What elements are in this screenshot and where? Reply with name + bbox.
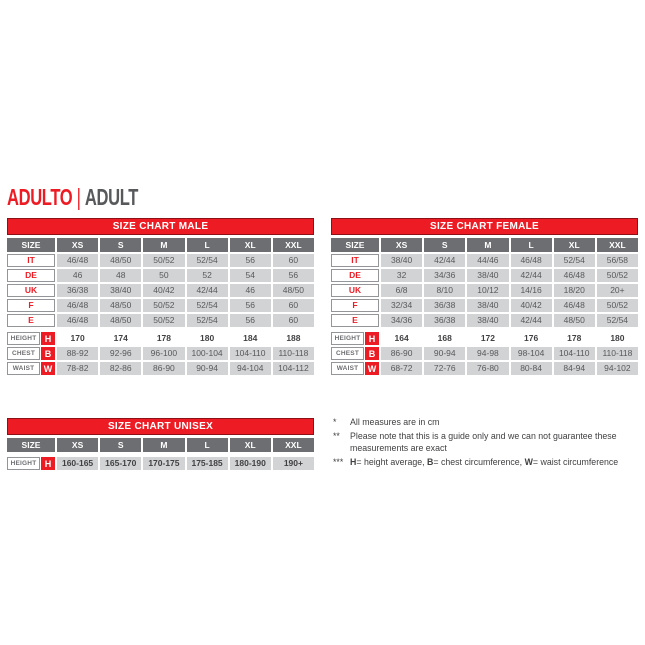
size-row-label: UK: [7, 284, 55, 297]
page-title-secondary: ADULT: [84, 184, 138, 210]
size-cell: 48: [100, 269, 141, 282]
column-header: M: [143, 238, 184, 252]
measure-letter-badge: H: [41, 457, 55, 470]
measure-cell: 175-185: [187, 457, 228, 470]
measure-cell: 72-76: [424, 362, 465, 375]
measure-cell: 86-90: [143, 362, 184, 375]
measure-letter-badge: W: [365, 362, 379, 375]
size-cell: 56: [230, 314, 271, 327]
column-header: XXL: [273, 438, 314, 452]
size-cell: 52/54: [554, 254, 595, 267]
measure-cell: 104-110: [230, 347, 271, 360]
measure-cell: 92-96: [100, 347, 141, 360]
size-column-header: SIZE: [331, 238, 379, 252]
size-cell: 38/40: [467, 299, 508, 312]
column-header: M: [143, 438, 184, 452]
measure-cell: 104-112: [273, 362, 314, 375]
measure-letter-badge: H: [41, 332, 55, 345]
table-title-bar: SIZE CHART MALE: [7, 218, 314, 235]
size-cell: 14/16: [511, 284, 552, 297]
size-chart-male: [7, 218, 314, 375]
column-header: XL: [554, 238, 595, 252]
column-header: XS: [381, 238, 422, 252]
size-cell: 56: [230, 299, 271, 312]
measure-cell: 168: [424, 332, 465, 345]
size-row-label: DE: [7, 269, 55, 282]
size-cell: 48/50: [100, 299, 141, 312]
column-header: XS: [57, 438, 98, 452]
measure-cell: 178: [143, 332, 184, 345]
measure-label: WAIST: [331, 362, 364, 375]
column-header: XL: [230, 438, 271, 452]
size-cell: 32/34: [381, 299, 422, 312]
measure-cell: 98-104: [511, 347, 552, 360]
size-cell: 32: [381, 269, 422, 282]
measure-cell: 164: [381, 332, 422, 345]
measure-row-label: [7, 347, 55, 360]
measure-cell: 78-82: [57, 362, 98, 375]
measure-cell: 90-94: [424, 347, 465, 360]
size-cell: 50/52: [597, 269, 638, 282]
measure-cell: 170: [57, 332, 98, 345]
measure-label: CHEST: [331, 347, 364, 360]
footnotes: [333, 417, 636, 472]
size-chart-female: [331, 218, 638, 375]
size-row-label: F: [331, 299, 379, 312]
size-chart-unisex: [7, 418, 314, 470]
size-cell: 48/50: [554, 314, 595, 327]
footnote-marker: ***: [333, 457, 344, 468]
size-row-label: E: [331, 314, 379, 327]
size-cell: 42/44: [511, 269, 552, 282]
measure-label: HEIGHT: [7, 332, 40, 345]
measure-cell: 76-80: [467, 362, 508, 375]
measure-cell: 190+: [273, 457, 314, 470]
column-header: L: [187, 238, 228, 252]
measure-cell: 94-102: [597, 362, 638, 375]
size-cell: 20+: [597, 284, 638, 297]
column-header: XL: [230, 238, 271, 252]
measure-cell: 84-94: [554, 362, 595, 375]
footnote-marker: *: [333, 417, 337, 427]
column-header: S: [424, 238, 465, 252]
measure-cell: 170-175: [143, 457, 184, 470]
size-cell: 60: [273, 314, 314, 327]
size-cell: 54: [230, 269, 271, 282]
size-cell: 48/50: [100, 314, 141, 327]
size-cell: 52/54: [187, 254, 228, 267]
measure-label: HEIGHT: [331, 332, 364, 345]
size-row-label: E: [7, 314, 55, 327]
size-cell: 60: [273, 254, 314, 267]
size-cell: 38/40: [100, 284, 141, 297]
size-cell: 42/44: [511, 314, 552, 327]
size-row-label: IT: [331, 254, 379, 267]
size-cell: 46/48: [57, 254, 98, 267]
size-cell: 42/44: [187, 284, 228, 297]
size-cell: 52/54: [187, 299, 228, 312]
measure-cell: 165-170: [100, 457, 141, 470]
measure-cell: 96-100: [143, 347, 184, 360]
measure-cell: 80-84: [511, 362, 552, 375]
footnote: [333, 417, 636, 428]
column-header: XXL: [273, 238, 314, 252]
size-cell: 56: [230, 254, 271, 267]
size-row-label: DE: [331, 269, 379, 282]
column-header: XS: [57, 238, 98, 252]
column-header: M: [467, 238, 508, 252]
measure-cell: 180-190: [230, 457, 271, 470]
measure-cell: 178: [554, 332, 595, 345]
size-cell: 50: [143, 269, 184, 282]
size-cell: 36/38: [424, 314, 465, 327]
size-cell: 34/36: [424, 269, 465, 282]
measure-row-label: [331, 362, 379, 375]
size-cell: 46/48: [511, 254, 552, 267]
size-cell: 48/50: [273, 284, 314, 297]
size-row-label: UK: [331, 284, 379, 297]
measure-cell: 110-118: [597, 347, 638, 360]
size-cell: 36/38: [424, 299, 465, 312]
column-header: S: [100, 238, 141, 252]
footnote-text: All measures are in cm: [350, 417, 440, 427]
size-cell: 34/36: [381, 314, 422, 327]
size-cell: 50/52: [143, 299, 184, 312]
measure-cell: 94-104: [230, 362, 271, 375]
size-column-header: SIZE: [7, 438, 55, 452]
measure-cell: 188: [273, 332, 314, 345]
measure-cell: 82-86: [100, 362, 141, 375]
size-cell: 46: [57, 269, 98, 282]
size-cell: 42/44: [424, 254, 465, 267]
measure-cell: 160-165: [57, 457, 98, 470]
measure-grid: [7, 332, 314, 375]
measure-cell: 110-118: [273, 347, 314, 360]
size-cell: 36/38: [57, 284, 98, 297]
page-title-primary: ADULTO: [7, 184, 73, 210]
page-title-separator: |: [76, 184, 81, 210]
size-cell: 40/42: [511, 299, 552, 312]
size-cell: 60: [273, 299, 314, 312]
footnote-marker: **: [333, 431, 340, 442]
size-cell: 18/20: [554, 284, 595, 297]
measure-cell: 68-72: [381, 362, 422, 375]
measure-letter-badge: B: [41, 347, 55, 360]
size-cell: 10/12: [467, 284, 508, 297]
measure-cell: 94-98: [467, 347, 508, 360]
footnote: [333, 431, 636, 454]
measure-cell: 176: [511, 332, 552, 345]
size-cell: 50/52: [143, 314, 184, 327]
size-cell: 52/54: [597, 314, 638, 327]
size-cell: 46/48: [554, 269, 595, 282]
size-row-label: F: [7, 299, 55, 312]
size-row-label: IT: [7, 254, 55, 267]
size-cell: 38/40: [381, 254, 422, 267]
size-cell: 48/50: [100, 254, 141, 267]
size-cell: 56/58: [597, 254, 638, 267]
size-cell: 38/40: [467, 269, 508, 282]
measure-letter-badge: B: [365, 347, 379, 360]
measure-cell: 174: [100, 332, 141, 345]
measure-cell: 180: [187, 332, 228, 345]
table-grid: [7, 238, 314, 327]
footnote: [333, 457, 636, 468]
measure-cell: 86-90: [381, 347, 422, 360]
measure-label: CHEST: [7, 347, 40, 360]
measure-cell: 90-94: [187, 362, 228, 375]
measure-row-label: [7, 362, 55, 375]
table-grid: [7, 438, 314, 452]
page-title: [7, 176, 189, 213]
size-cell: 46: [230, 284, 271, 297]
size-cell: 46/48: [57, 299, 98, 312]
measure-row-label: [331, 347, 379, 360]
measure-cell: 88-92: [57, 347, 98, 360]
measure-row-label: [331, 332, 379, 345]
size-cell: 50/52: [597, 299, 638, 312]
footnote-text: H= height average, B= chest circumference, W= waist circumference: [350, 457, 619, 468]
size-column-header: SIZE: [7, 238, 55, 252]
table-grid: [331, 238, 638, 327]
measure-cell: 172: [467, 332, 508, 345]
measure-cell: 100-104: [187, 347, 228, 360]
column-header: S: [100, 438, 141, 452]
size-cell: 46/48: [57, 314, 98, 327]
size-cell: 50/52: [143, 254, 184, 267]
table-title-bar: SIZE CHART UNISEX: [7, 418, 314, 435]
measure-letter-badge: W: [41, 362, 55, 375]
size-cell: 52: [187, 269, 228, 282]
measure-label: HEIGHT: [7, 457, 40, 470]
measure-cell: 104-110: [554, 347, 595, 360]
size-cell: 46/48: [554, 299, 595, 312]
size-cell: 56: [273, 269, 314, 282]
measure-letter-badge: H: [365, 332, 379, 345]
measure-row-label: [7, 457, 55, 470]
size-cell: 8/10: [424, 284, 465, 297]
column-header: L: [511, 238, 552, 252]
size-cell: 38/40: [467, 314, 508, 327]
column-header: XXL: [597, 238, 638, 252]
size-cell: 52/54: [187, 314, 228, 327]
measure-label: WAIST: [7, 362, 40, 375]
column-header: L: [187, 438, 228, 452]
measure-grid: [331, 332, 638, 375]
footnote-text: Please note that this is a guide only and we can not guarantee these measurements are exact: [350, 431, 617, 453]
measure-grid: [7, 457, 314, 470]
table-title-bar: SIZE CHART FEMALE: [331, 218, 638, 235]
measure-row-label: [7, 332, 55, 345]
measure-cell: 180: [597, 332, 638, 345]
size-cell: 40/42: [143, 284, 184, 297]
measure-cell: 184: [230, 332, 271, 345]
size-cell: 44/46: [467, 254, 508, 267]
size-cell: 6/8: [381, 284, 422, 297]
